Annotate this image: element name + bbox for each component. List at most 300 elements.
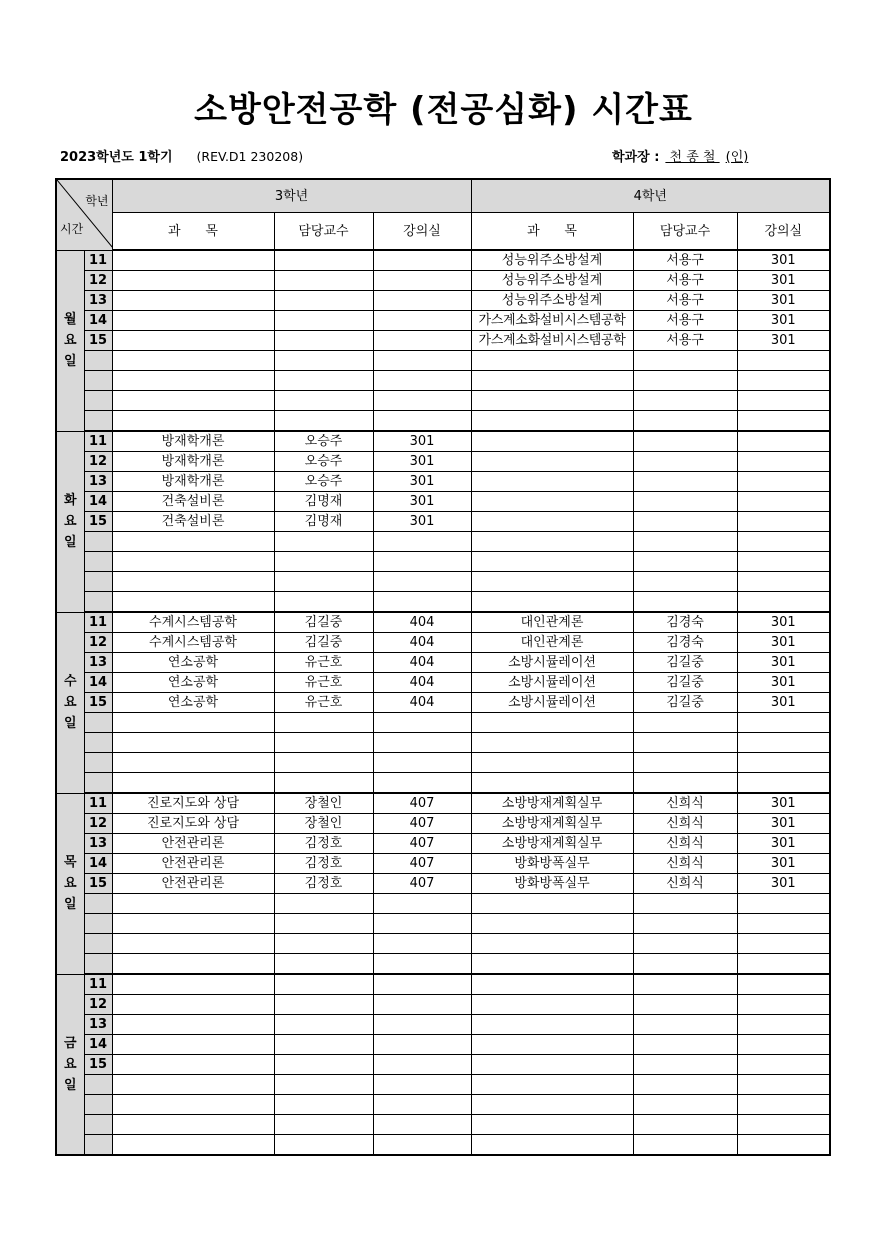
grade3-professor-cell [274, 532, 373, 552]
table-row [56, 472, 830, 492]
grade3-room-cell [373, 592, 471, 613]
table-row [56, 894, 830, 914]
table-row [56, 592, 830, 613]
grade4-room-cell [737, 914, 830, 934]
grade4-subject-cell [471, 512, 633, 532]
period-cell [84, 1095, 112, 1115]
grade4-room-cell: 301 [737, 250, 830, 271]
grade4-professor-cell [633, 954, 737, 975]
grade3-room-cell: 301 [373, 452, 471, 472]
period-cell: 13 [84, 291, 112, 311]
period-cell: 12 [84, 271, 112, 291]
period-cell [84, 391, 112, 411]
grade3-professor-cell: 김길중 [274, 633, 373, 653]
grade3-subject-cell [112, 995, 274, 1015]
grade3-room-cell [373, 1055, 471, 1075]
grade4-room-cell [737, 572, 830, 592]
grade3-professor-cell [274, 291, 373, 311]
grade4-professor-cell [633, 753, 737, 773]
grade3-subject-cell: 방재학개론 [112, 452, 274, 472]
grade4-professor-cell [633, 1095, 737, 1115]
grade4-room-cell: 301 [737, 331, 830, 351]
grade4-subject-cell: 성능위주소방설계 [471, 250, 633, 271]
period-cell: 13 [84, 834, 112, 854]
grade4-professor-cell: 신희식 [633, 874, 737, 894]
period-cell: 13 [84, 472, 112, 492]
grade3-room-cell [373, 291, 471, 311]
table-row [56, 834, 830, 854]
period-cell [84, 954, 112, 975]
grade3-professor-cell: 장철인 [274, 814, 373, 834]
grade4-subject-cell [471, 713, 633, 733]
grade3-room-cell: 404 [373, 612, 471, 633]
period-cell: 11 [84, 431, 112, 452]
grade4-professor-cell [633, 894, 737, 914]
period-cell [84, 753, 112, 773]
grade4-professor-cell [633, 552, 737, 572]
table-row [56, 371, 830, 391]
period-cell: 13 [84, 653, 112, 673]
grade4-professor-cell [633, 1015, 737, 1035]
day-label-char: 요 [63, 1056, 77, 1072]
grade3-subject-cell [112, 1035, 274, 1055]
grade4-room-cell [737, 552, 830, 572]
period-cell [84, 1135, 112, 1156]
grade3-subject-cell [112, 1095, 274, 1115]
grade3-subject-cell: 방재학개론 [112, 472, 274, 492]
period-cell [84, 572, 112, 592]
grade4-professor-cell [633, 995, 737, 1015]
grade3-professor-cell [274, 411, 373, 432]
period-cell: 11 [84, 612, 112, 633]
grade4-room-cell: 301 [737, 633, 830, 653]
period-cell: 14 [84, 854, 112, 874]
grade4-professor-header: 담당교수 [633, 213, 737, 251]
table-row [56, 291, 830, 311]
grade3-subject-cell [112, 934, 274, 954]
grade4-room-cell [737, 974, 830, 995]
grade3-professor-cell [274, 1035, 373, 1055]
grade4-professor-cell [633, 1075, 737, 1095]
period-cell [84, 351, 112, 371]
table-row [56, 492, 830, 512]
period-cell: 11 [84, 793, 112, 814]
grade3-subject-cell: 수계시스템공학 [112, 633, 274, 653]
grade4-subject-cell [471, 1095, 633, 1115]
grade4-professor-cell: 김경숙 [633, 612, 737, 633]
corner-time-label: 시간 [60, 222, 84, 236]
table-row [56, 452, 830, 472]
grade4-subject-cell [471, 954, 633, 975]
grade4-room-cell: 301 [737, 311, 830, 331]
grade3-professor-cell [274, 311, 373, 331]
grade3-subject-cell [112, 974, 274, 995]
grade3-room-cell: 404 [373, 693, 471, 713]
grade3-professor-cell [274, 592, 373, 613]
day-label-char: 일 [63, 354, 77, 369]
grade3-subject-cell [112, 552, 274, 572]
grade4-room-cell [737, 713, 830, 733]
grade3-professor-cell [274, 713, 373, 733]
year-term: 2023학년도 1학기 [60, 150, 173, 165]
grade4-professor-cell [633, 1055, 737, 1075]
grade3-subject-cell: 진로지도와 상담 [112, 793, 274, 814]
grade4-subject-cell [471, 572, 633, 592]
table-row [56, 1135, 830, 1156]
period-cell [84, 914, 112, 934]
grade4-professor-cell: 서용구 [633, 311, 737, 331]
grade3-room-cell [373, 1075, 471, 1095]
grade3-subject-cell [112, 411, 274, 432]
grade4-room-cell [737, 411, 830, 432]
table-row [56, 653, 830, 673]
grade4-professor-cell [633, 472, 737, 492]
period-cell: 14 [84, 1035, 112, 1055]
grade4-room-cell: 301 [737, 653, 830, 673]
grade3-professor-cell [274, 1075, 373, 1095]
grade4-professor-cell: 서용구 [633, 331, 737, 351]
period-cell [84, 411, 112, 432]
grade4-professor-cell [633, 934, 737, 954]
period-cell [84, 371, 112, 391]
grade4-subject-cell: 대인관계론 [471, 612, 633, 633]
grade4-professor-cell: 신희식 [633, 814, 737, 834]
day-label-char: 요 [63, 333, 77, 348]
table-row [56, 713, 830, 733]
grade3-professor-cell: 유근호 [274, 673, 373, 693]
grade4-subject-cell [471, 411, 633, 432]
grade4-subject-cell [471, 934, 633, 954]
grade3-subject-cell [112, 250, 274, 271]
grade3-room-cell [373, 934, 471, 954]
grade3-room-cell [373, 713, 471, 733]
grade3-professor-cell [274, 934, 373, 954]
grade4-subject-cell: 가스계소화설비시스템공학 [471, 331, 633, 351]
day-label [56, 793, 84, 974]
grade3-subject-cell [112, 753, 274, 773]
grade3-professor-cell: 오승주 [274, 472, 373, 492]
grade4-professor-cell [633, 411, 737, 432]
grade3-subject-cell: 연소공학 [112, 693, 274, 713]
grade3-professor-cell [274, 894, 373, 914]
table-row [56, 854, 830, 874]
grade4-subject-cell [471, 351, 633, 371]
grade3-room-cell: 407 [373, 834, 471, 854]
grade3-professor-cell [274, 1115, 373, 1135]
grade4-room-cell [737, 934, 830, 954]
table-row [56, 793, 830, 814]
grade3-room-cell [373, 371, 471, 391]
grade3-subject-cell: 수계시스템공학 [112, 612, 274, 633]
grade4-subject-cell [471, 1075, 633, 1095]
table-row [56, 753, 830, 773]
grade3-room-cell [373, 1035, 471, 1055]
table-row [56, 874, 830, 894]
grade4-subject-cell [471, 592, 633, 613]
grade4-professor-cell [633, 773, 737, 794]
grade4-subject-cell [471, 733, 633, 753]
grade4-subject-cell [471, 472, 633, 492]
table-row [56, 250, 830, 271]
grade4-subject-cell: 성능위주소방설계 [471, 291, 633, 311]
grade3-subject-cell [112, 291, 274, 311]
grade3-professor-cell: 김명재 [274, 512, 373, 532]
grade3-subject-cell [112, 914, 274, 934]
grade4-professor-cell [633, 391, 737, 411]
seal-label: (인) [725, 150, 749, 165]
grade4-professor-cell [633, 572, 737, 592]
grade4-subject-cell [471, 532, 633, 552]
grade3-room-cell [373, 391, 471, 411]
grade3-room-cell: 407 [373, 793, 471, 814]
day-label [56, 431, 84, 612]
grade4-subject-cell [471, 1135, 633, 1156]
table-row [56, 673, 830, 693]
grade3-subject-cell: 안전관리론 [112, 874, 274, 894]
period-cell: 14 [84, 673, 112, 693]
grade3-subject-header: 과 목 [112, 213, 274, 251]
grade4-subject-cell [471, 1055, 633, 1075]
table-row [56, 1015, 830, 1035]
grade4-professor-cell [633, 492, 737, 512]
grade3-subject-cell: 진로지도와 상담 [112, 814, 274, 834]
grade4-professor-cell: 김길중 [633, 693, 737, 713]
grade3-subject-cell [112, 592, 274, 613]
grade4-room-cell: 301 [737, 854, 830, 874]
grade3-room-cell: 301 [373, 472, 471, 492]
grade4-professor-cell: 서용구 [633, 291, 737, 311]
grade3-room-cell [373, 753, 471, 773]
period-cell: 12 [84, 814, 112, 834]
table-row [56, 311, 830, 331]
grade4-subject-cell: 방화방폭실무 [471, 854, 633, 874]
grade3-professor-cell [274, 351, 373, 371]
table-row [56, 1095, 830, 1115]
grade4-subject-cell: 소방방재계획실무 [471, 834, 633, 854]
day-label-char: 화 [63, 493, 77, 508]
table-row [56, 411, 830, 432]
table-row [56, 1075, 830, 1095]
grade3-professor-cell [274, 250, 373, 271]
grade3-subject-cell [112, 271, 274, 291]
grade4-room-cell: 301 [737, 271, 830, 291]
period-cell: 14 [84, 311, 112, 331]
table-row [56, 974, 830, 995]
grade3-subject-cell [112, 1015, 274, 1035]
grade4-room-cell [737, 452, 830, 472]
day-label-char: 요 [63, 695, 77, 710]
period-cell [84, 552, 112, 572]
grade4-professor-cell [633, 532, 737, 552]
grade3-professor-cell [274, 1135, 373, 1156]
grade3-professor-cell [274, 391, 373, 411]
period-cell: 15 [84, 1055, 112, 1075]
grade3-room-cell [373, 974, 471, 995]
grade4-room-cell [737, 773, 830, 794]
table-row [56, 612, 830, 633]
grade3-subject-cell [112, 1055, 274, 1075]
grade4-room-cell: 301 [737, 673, 830, 693]
grade4-room-cell [737, 1115, 830, 1135]
grade3-subject-cell [112, 391, 274, 411]
period-cell [84, 773, 112, 794]
grade3-professor-cell [274, 914, 373, 934]
table-row [56, 934, 830, 954]
grade3-subject-cell: 건축설비론 [112, 492, 274, 512]
grade4-room-cell [737, 512, 830, 532]
grade3-room-cell: 407 [373, 814, 471, 834]
grade3-subject-cell [112, 311, 274, 331]
grade4-subject-cell: 가스계소화설비시스템공학 [471, 311, 633, 331]
grade4-professor-cell [633, 1115, 737, 1135]
grade3-professor-cell [274, 733, 373, 753]
grade4-room-cell [737, 1075, 830, 1095]
day-label [56, 974, 84, 1155]
grade4-subject-cell [471, 431, 633, 452]
table-row [56, 1035, 830, 1055]
grade4-subject-cell [471, 452, 633, 472]
grade4-subject-cell [471, 552, 633, 572]
grade3-room-cell [373, 411, 471, 432]
grade4-subject-cell: 성능위주소방설계 [471, 271, 633, 291]
grade4-room-cell: 301 [737, 291, 830, 311]
grade4-subject-cell [471, 391, 633, 411]
table-row [56, 814, 830, 834]
grade3-subject-cell [112, 733, 274, 753]
grade4-room-cell [737, 371, 830, 391]
grade4-room-cell [737, 592, 830, 613]
table-row [56, 633, 830, 653]
grade4-subject-cell: 소방시뮬레이션 [471, 653, 633, 673]
grade3-room-header: 강의실 [373, 213, 471, 251]
grade4-room-cell: 301 [737, 834, 830, 854]
grade4-room-cell: 301 [737, 693, 830, 713]
grade3-professor-cell [274, 271, 373, 291]
day-label-char: 일 [63, 1077, 77, 1093]
table-row [56, 954, 830, 975]
grade3-room-cell: 404 [373, 633, 471, 653]
grade4-professor-cell [633, 733, 737, 753]
grade4-room-cell [737, 1035, 830, 1055]
grade3-room-cell [373, 271, 471, 291]
grade3-professor-cell [274, 572, 373, 592]
grade4-subject-cell [471, 1115, 633, 1135]
grade3-room-cell: 301 [373, 512, 471, 532]
day-label [56, 612, 84, 793]
grade4-subject-cell [471, 1015, 633, 1035]
grade3-professor-cell: 김정호 [274, 834, 373, 854]
period-cell [84, 733, 112, 753]
grade3-subject-cell [112, 1135, 274, 1156]
day-label-char: 수 [63, 674, 77, 689]
grade3-room-cell [373, 914, 471, 934]
grade4-subject-cell [471, 773, 633, 794]
grade4-subject-header: 과 목 [471, 213, 633, 251]
table-row [56, 391, 830, 411]
grade3-room-cell: 301 [373, 431, 471, 452]
grade3-subject-cell: 연소공학 [112, 673, 274, 693]
grade4-professor-cell [633, 592, 737, 613]
revision-label: (REV.D1 230208) [196, 149, 304, 164]
grade3-room-cell [373, 954, 471, 975]
grade4-subject-cell [471, 894, 633, 914]
grade3-professor-cell [274, 552, 373, 572]
table-row [56, 572, 830, 592]
grade4-room-cell: 301 [737, 612, 830, 633]
period-cell: 11 [84, 250, 112, 271]
grade3-room-cell: 407 [373, 874, 471, 894]
grade4-subject-cell: 소방시뮬레이션 [471, 693, 633, 713]
grade4-room-cell [737, 1095, 830, 1115]
period-cell: 12 [84, 452, 112, 472]
grade4-professor-cell: 김길중 [633, 673, 737, 693]
grade3-room-cell: 407 [373, 854, 471, 874]
grade4-professor-cell [633, 1035, 737, 1055]
grade4-professor-cell [633, 351, 737, 371]
day-label-char: 월 [63, 312, 77, 327]
grade4-room-cell [737, 351, 830, 371]
grade3-professor-cell [274, 995, 373, 1015]
day-label-char: 요 [63, 514, 77, 529]
grade3-subject-cell: 안전관리론 [112, 854, 274, 874]
grade3-professor-cell [274, 331, 373, 351]
period-cell [84, 532, 112, 552]
grade3-room-cell [373, 733, 471, 753]
grade4-subject-cell [471, 492, 633, 512]
table-row [56, 1055, 830, 1075]
grade4-room-cell [737, 753, 830, 773]
grade3-professor-cell: 오승주 [274, 431, 373, 452]
term-info [60, 146, 303, 165]
grade3-professor-cell: 김정호 [274, 874, 373, 894]
grade4-subject-cell [471, 371, 633, 391]
grade4-professor-cell [633, 974, 737, 995]
grade4-subject-cell: 대인관계론 [471, 633, 633, 653]
grade4-room-cell: 301 [737, 874, 830, 894]
grade3-room-cell [373, 311, 471, 331]
header-corner [56, 179, 112, 250]
grade4-room-cell [737, 1135, 830, 1156]
grade4-subject-cell: 소방방재계획실무 [471, 793, 633, 814]
table-row [56, 693, 830, 713]
grade3-professor-cell [274, 1015, 373, 1035]
head-name: 천 종 철 [665, 150, 720, 165]
table-row [56, 914, 830, 934]
table-row [56, 532, 830, 552]
grade4-room-cell [737, 431, 830, 452]
grade4-subject-cell [471, 914, 633, 934]
page-title: 소방안전공학 (전공심화) 시간표 [194, 90, 693, 130]
grade3-professor-cell [274, 1055, 373, 1075]
grade3-room-cell [373, 250, 471, 271]
grade4-professor-cell [633, 713, 737, 733]
day-label-char: 요 [63, 876, 77, 891]
grade3-professor-cell: 김명재 [274, 492, 373, 512]
period-cell [84, 713, 112, 733]
period-cell [84, 592, 112, 613]
grade4-room-cell [737, 894, 830, 914]
grade4-professor-cell: 서용구 [633, 250, 737, 271]
grade4-professor-cell [633, 371, 737, 391]
grade4-room-cell [737, 532, 830, 552]
grade3-professor-cell: 김길중 [274, 612, 373, 633]
grade3-subject-cell [112, 954, 274, 975]
grade3-professor-cell [274, 974, 373, 995]
grade3-professor-cell [274, 371, 373, 391]
day-label-char: 일 [63, 535, 77, 550]
grade4-room-cell [737, 391, 830, 411]
grade4-professor-cell: 김길중 [633, 653, 737, 673]
